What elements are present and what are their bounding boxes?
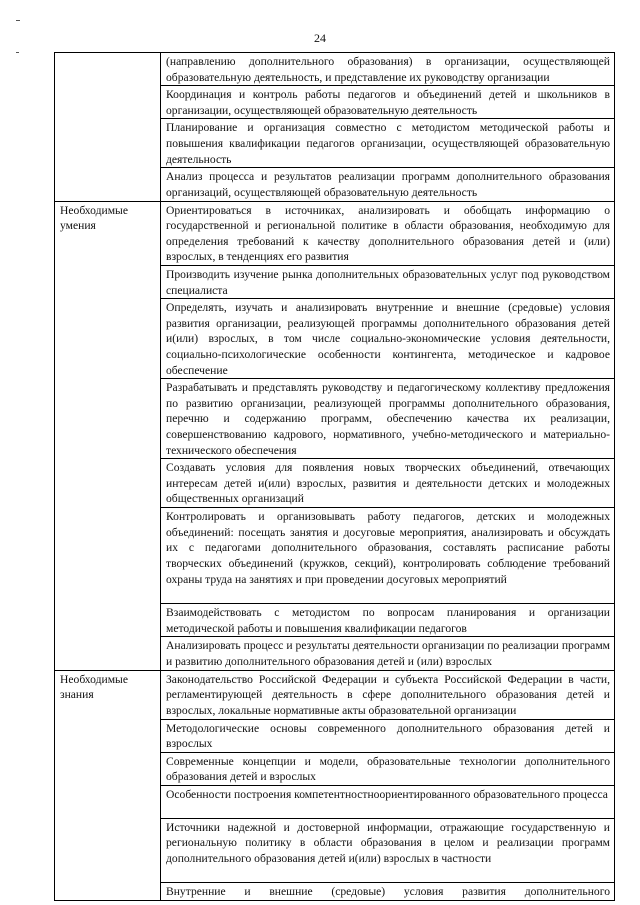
row-label-knowledge: Необходимые знания bbox=[55, 670, 161, 900]
row-description: Координация и контроль работы педагогов и объединений детей и школьников в организации, осуществляющей образовательную деятельность bbox=[161, 86, 615, 119]
row-description: Планирование и организация совместно с методистом методической работы и повышения квалификации педагогов организации, осуществляющей образовательную деятельность bbox=[161, 119, 615, 168]
table-row bbox=[55, 670, 615, 719]
row-description: Внутренние и внешние (средовые) условия развития дополнительного bbox=[161, 882, 615, 900]
row-description: Ориентироваться в источниках, анализировать и обобщать информацию о государственной и региональной политике в области образования, необходимую для определения требований к качеству дополнительного образования детей и (или) взрослых, в тенденциях его развития bbox=[161, 201, 615, 265]
row-description: (направлению дополнительного образования) в организации, осуществляющей образовательную деятельность, и представление их руководству организации bbox=[161, 53, 615, 86]
row-label-skills: Необходимые умения bbox=[55, 201, 161, 670]
row-description: Анализ процесса и результатов реализации программ дополнительного образования организаций, осуществляющей образовательную деятельность bbox=[161, 168, 615, 201]
row-description: Методологические основы современного дополнительного образования детей и взрослых bbox=[161, 719, 615, 752]
row-description: Создавать условия для появления новых творческих объединений, отвечающих интересам детей и(или) взрослых, развития и деятельности детских и молодежных общественных организаций bbox=[161, 459, 615, 508]
row-description: Производить изучение рынка дополнительных образовательных услуг под руководством специалиста bbox=[161, 265, 615, 298]
table-row bbox=[55, 201, 615, 265]
table-row bbox=[55, 53, 615, 86]
row-description: Анализировать процесс и результаты деятельности организации по реализации программ и развитию дополнительного образования детей и (или) взрослых bbox=[161, 637, 615, 670]
row-description: Современные концепции и модели, образовательные технологии дополнительного образования детей и взрослых bbox=[161, 752, 615, 785]
job-function-table bbox=[54, 52, 615, 901]
row-description: Контролировать и организовывать работу педагогов, детских и молодежных объединений: посещать занятия и досуговые мероприятия, анализировать и обсуждать их с педагогами дополнительного образования, составлять расписание работы творческих объединений (кружков, секций), контролировать соблюдение требований охраны труда на занятиях и при проведении досуговых мероприятий bbox=[161, 508, 615, 604]
scan-mark bbox=[16, 20, 20, 21]
row-description: Определять, изучать и анализировать внутренние и внешние (средовые) условия развития организации, реализующей программы дополнительного образования детей и(или) взрослых, в том числе социально-экономические условия деятельности, социально-психологические особенности контингента, методическое и кадровое обеспечение bbox=[161, 299, 615, 379]
row-description: Взаимодействовать с методистом по вопросам планирования и организации методической работы и повышения квалификации педагогов bbox=[161, 604, 615, 637]
row-description: Особенности построения компетентностноориентированного образовательного процесса bbox=[161, 785, 615, 818]
row-description: Разрабатывать и представлять руководству и педагогическому коллективу предложения по развитию организации, реализующей программы дополнительного образования, перечню и содержанию программ, обеспечению качества их реализации, совершенствованию кадрового, нормативного, учебно-методического и материально-технического обеспечения bbox=[161, 379, 615, 459]
row-description: Законодательство Российской Федерации и субъекта Российской Федерации в части, регламентирующей деятельность в сфере дополнительного образования детей и взрослых, локальные нормативные акты образовательной организации bbox=[161, 670, 615, 719]
row-label bbox=[55, 53, 161, 202]
scan-mark bbox=[16, 52, 19, 53]
row-description: Источники надежной и достоверной информации, отражающие государственную и региональную политику в области образования в целом и реализации программ дополнительного образования детей и(или) взрослых в частности bbox=[161, 818, 615, 882]
page-number: 24 bbox=[314, 31, 326, 45]
